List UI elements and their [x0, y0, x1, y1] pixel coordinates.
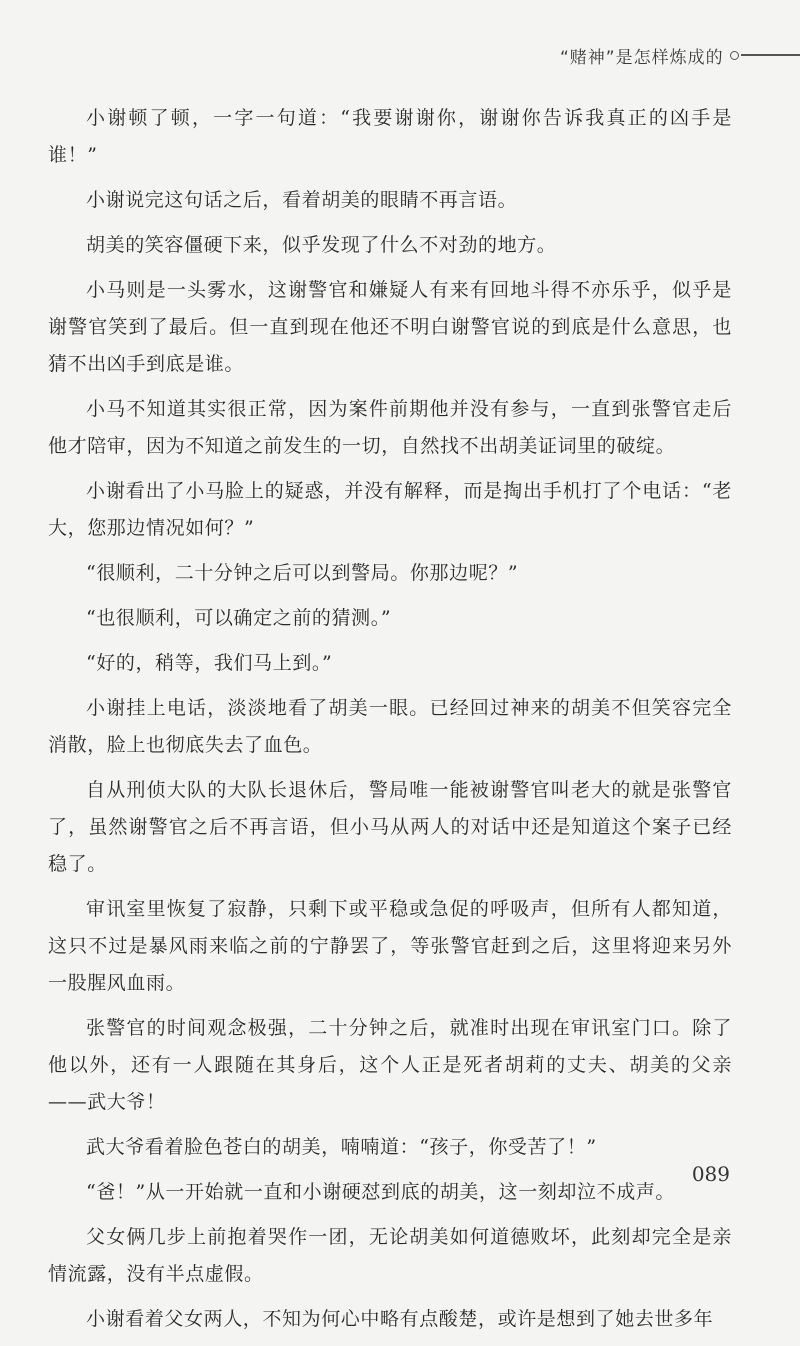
paragraph: “爸！”从一开始就一直和小谢硬怼到底的胡美，这一刻却泣不成声。: [86, 1181, 676, 1203]
paragraph: “很顺利，二十分钟之后可以到警局。你那边呢？”: [86, 562, 519, 584]
paragraph: 张警官的时间观念极强，二十分钟之后，就准时出现在审讯室门口。除了他以外，还有一人跟随在其身后，这个人正是死者胡莉的丈夫、胡美的父亲——武大爷！: [48, 1017, 732, 1113]
body-text: [48, 100, 732, 1346]
paragraph: 武大爷看着脸色苍白的胡美，喃喃道：“孩子，你受苦了！”: [86, 1136, 597, 1158]
paragraph: 小谢顿了顿，一字一句道：“我要谢谢你，谢谢你告诉我真正的凶手是谁！”: [48, 107, 732, 166]
paragraph: 小谢挂上电话，淡淡地看了胡美一眼。已经回过神来的胡美不但笑容完全消散，脸上也彻底失去了血色。: [48, 697, 732, 756]
paragraph: “好的，稍等，我们马上到。”: [86, 652, 333, 674]
running-header: [470, 40, 800, 70]
paragraph: 小马不知道其实很正常，因为案件前期他并没有参与，一直到张警官走后他才陪审，因为不知道之前发生的一切，自然找不出胡美证词里的破绽。: [48, 398, 732, 457]
paragraph: 小谢看着父女两人，不知为何心中略有点酸楚，或许是想到了她去世多年: [86, 1308, 714, 1330]
running-header-title: “赌神”是怎样炼成的: [560, 47, 724, 68]
paragraph: 小马则是一头雾水，这谢警官和嫌疑人有来有回地斗得不亦乐乎，似乎是谢警官笑到了最后。但一直到现在他还不明白谢警官说的到底是什么意思，也猜不出凶手到底是谁。: [48, 279, 732, 375]
paragraph: 小谢说完这句话之后，看着胡美的眼睛不再言语。: [86, 189, 518, 211]
paragraph: “也很顺利，可以确定之前的猜测。”: [86, 607, 392, 629]
page-number: 089: [691, 1162, 730, 1186]
header-circle-ornament: [730, 51, 739, 60]
header-rule-line: [741, 54, 800, 56]
paragraph: 自从刑侦大队的大队长退休后，警局唯一能被谢警官叫老大的就是张警官了，虽然谢警官之后不再言语，但小马从两人的对话中还是知道这个案子已经稳了。: [48, 779, 732, 875]
paragraph: 小谢看出了小马脸上的疑惑，并没有解释，而是掏出手机打了个电话：“老大，您那边情况如何？”: [48, 480, 732, 539]
paragraph: 胡美的笑容僵硬下来，似乎发现了什么不对劲的地方。: [86, 234, 557, 256]
paragraph: 审讯室里恢复了寂静，只剩下或平稳或急促的呼吸声，但所有人都知道，这只不过是暴风雨来临之前的宁静罢了，等张警官赶到之后，这里将迎来另外一股腥风血雨。: [48, 898, 732, 994]
paragraph: 父女俩几步上前抱着哭作一团，无论胡美如何道德败坏，此刻却完全是亲情流露，没有半点虚假。: [48, 1226, 732, 1285]
